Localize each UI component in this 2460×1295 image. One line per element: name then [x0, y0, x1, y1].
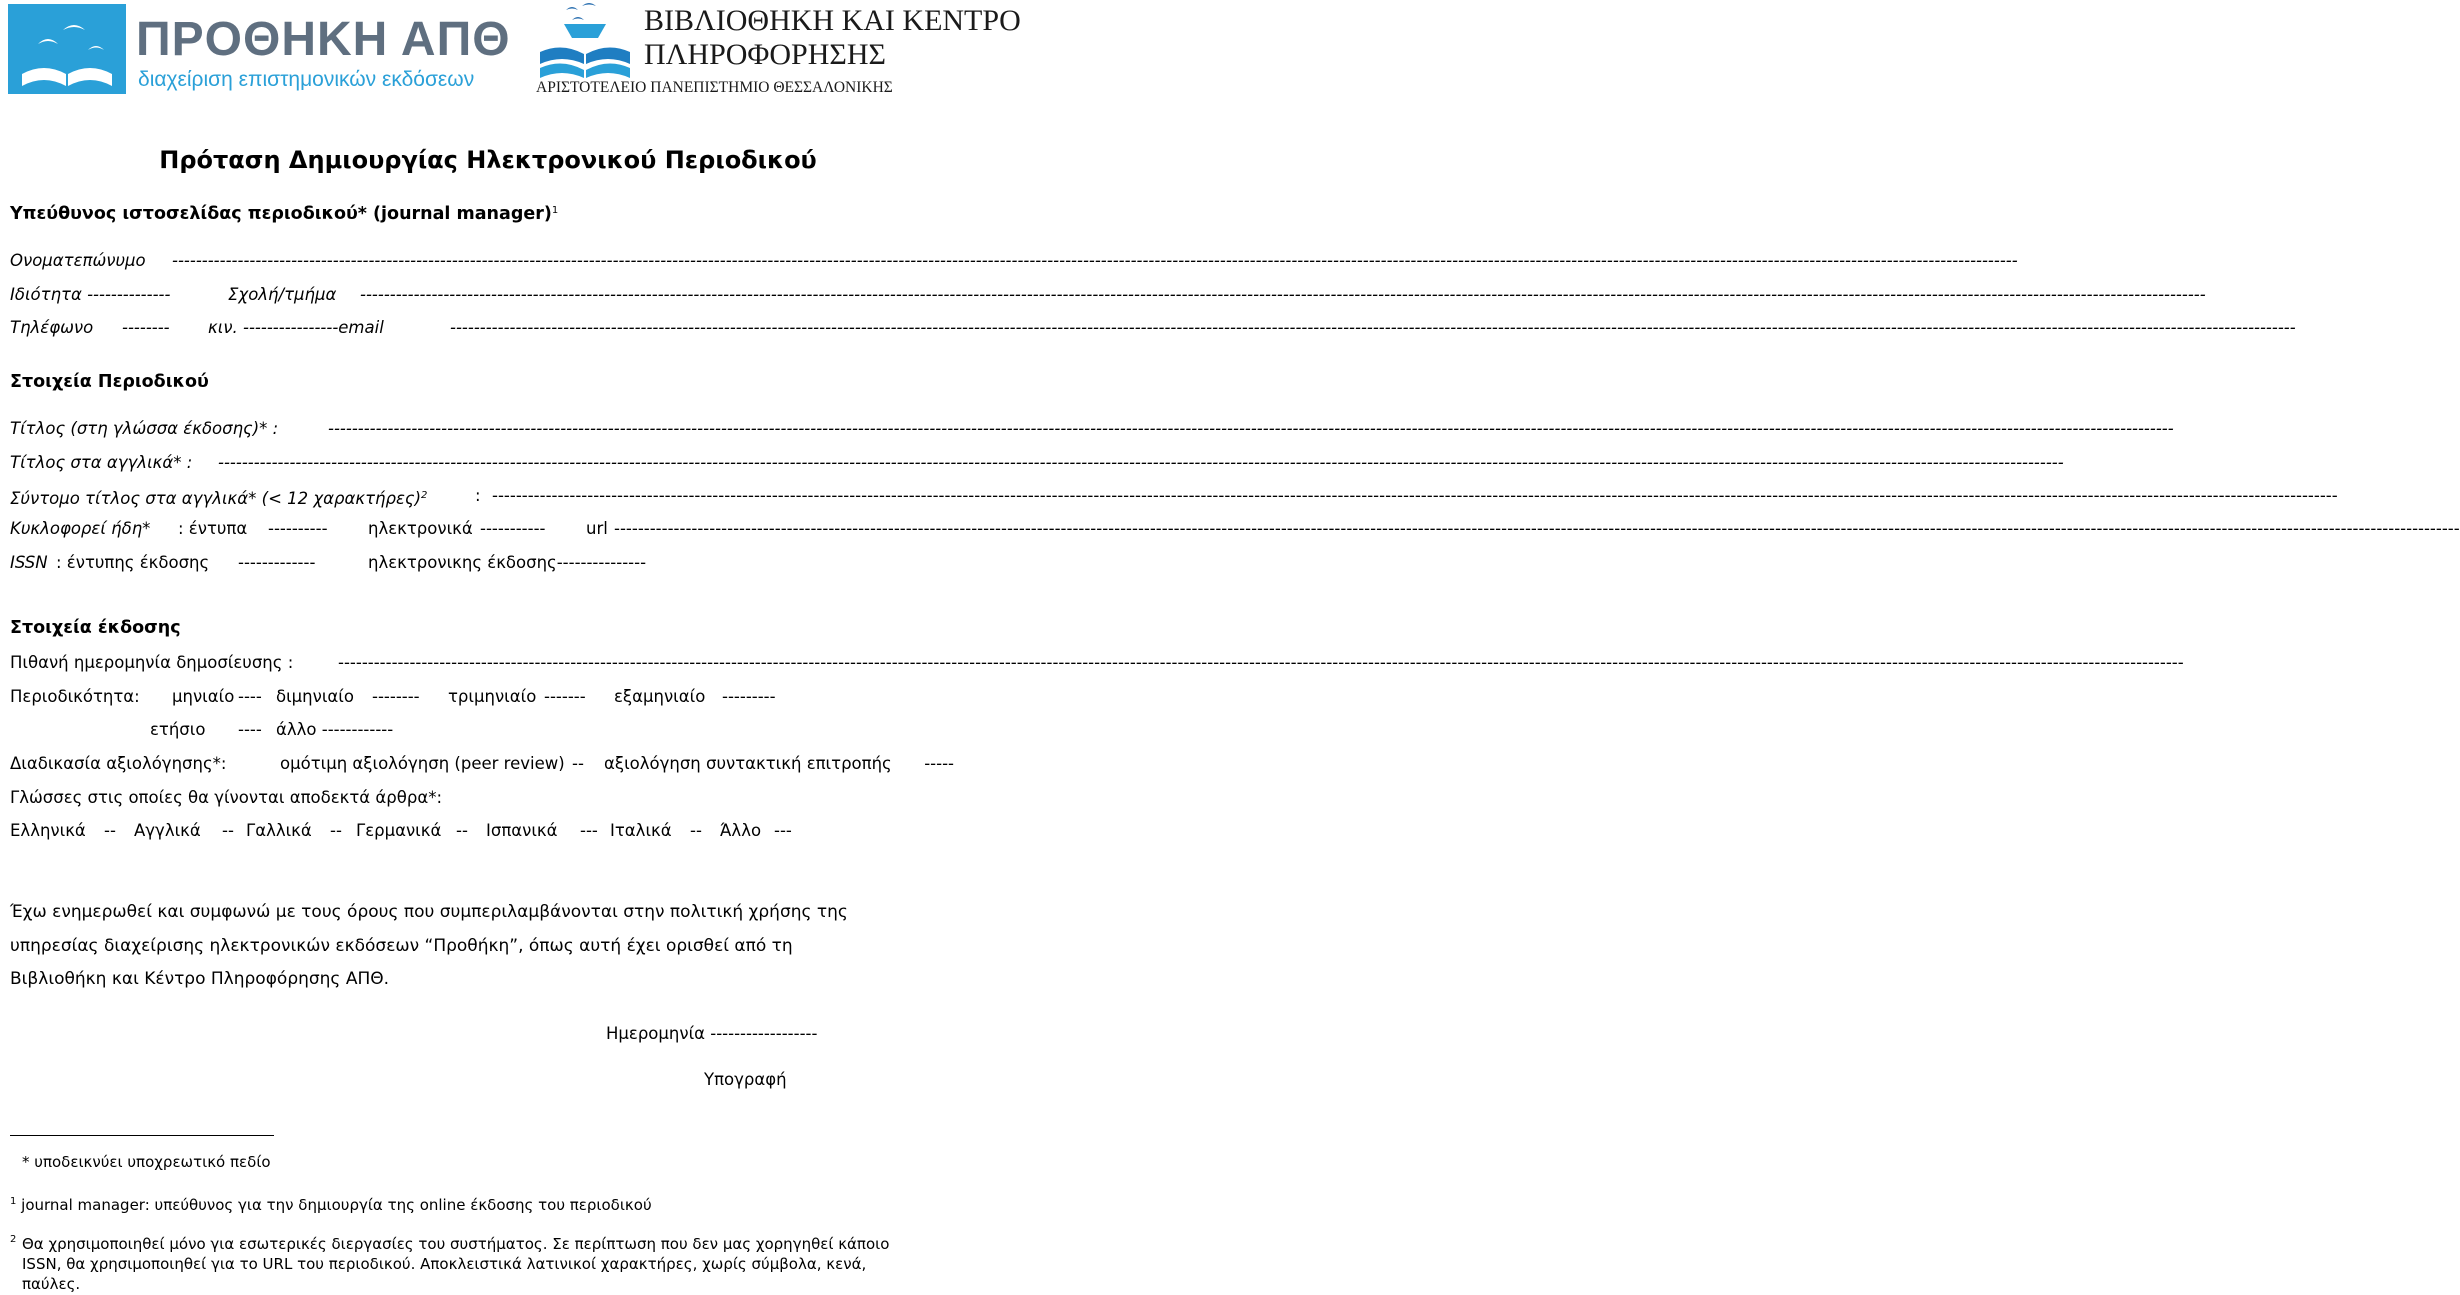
book-birds-icon	[8, 4, 126, 94]
lang-other: Άλλο	[720, 821, 762, 840]
frequency-field-2[interactable]	[10, 717, 956, 743]
role-label: Ιδιότητα --------------	[10, 285, 171, 304]
review-label: Διαδικασία αξιολόγησης*:	[10, 754, 227, 773]
circulation-print: : έντυπα	[178, 519, 248, 538]
issn-print: : έντυπης έκδοσης	[56, 553, 210, 572]
footnote-separator	[10, 1135, 274, 1136]
library-logo-line1: ΒΙΒΛΙΟΘΗΚΗ ΚΑΙ ΚΕΝΤΡΟ	[644, 4, 1021, 37]
review-peer-dash: --	[572, 754, 584, 773]
review-editorial: αξιολόγηση συντακτική επιτροπής	[604, 754, 892, 773]
name-label: Ονοματεπώνυμο	[10, 251, 146, 270]
languages-field[interactable]	[10, 818, 956, 844]
title-dash-line	[328, 416, 956, 442]
short-title-footnote-mark: 2	[421, 490, 428, 501]
frequency-bimonthly: διμηνιαίο	[276, 687, 354, 706]
title-label: Τίτλος (στη γλώσσα έκδοσης)* :	[10, 419, 279, 438]
manager-heading-footnote-mark: 1	[551, 205, 559, 216]
issn-label: ISSN	[10, 553, 48, 572]
frequency-field[interactable]	[10, 684, 956, 710]
prothiki-logo	[8, 4, 511, 98]
lang-english-dash: --	[222, 821, 234, 840]
short-title-label: Σύντομο τίτλος στα αγγλικά* (< 12 χαρακτήρες)	[10, 489, 422, 508]
frequency-semiannual-dash: ---------	[722, 687, 776, 706]
phone-dash: --------	[122, 318, 170, 337]
lang-english: Αγγλικά	[134, 821, 201, 840]
circulation-online: ηλεκτρονικά	[368, 519, 473, 538]
library-logo-line2: ΠΛΗΡΟΦΟΡΗΣΗΣ	[644, 38, 886, 71]
role-field[interactable]	[10, 282, 956, 308]
footnote-1	[10, 1192, 652, 1215]
publication-date-label: Πιθανή ημερομηνία δημοσίευσης :	[10, 653, 294, 672]
sign-date-field[interactable]: Ημερομηνία ------------------	[606, 1024, 818, 1043]
lang-french: Γαλλικά	[246, 821, 312, 840]
library-logo-line3: ΑΡΙΣΤΟΤΕΛΕΙΟ ΠΑΝΕΠΙΣΤΗΜΙΟ ΘΕΣΣΑΛΟΝΙΚΗΣ	[536, 79, 893, 96]
footnote-2-line-1: Θα χρησιμοποιηθεί μόνο για εσωτερικές διεργασίες του συστήματος. Σε περίπτωση που δεν μας χορηγηθεί κάποιο	[22, 1235, 890, 1253]
email-dash-line	[450, 315, 956, 341]
footnote-2-line-3: παύλες.	[22, 1275, 81, 1293]
lang-spanish: Ισπανικά	[486, 821, 558, 840]
frequency-annual-dash: ----	[238, 720, 262, 739]
lang-spanish-dash: ---	[580, 821, 598, 840]
manager-heading-text: Υπεύθυνος ιστοσελίδας περιοδικού* (journal manager)	[10, 204, 552, 224]
frequency-other: άλλο ------------	[276, 720, 394, 739]
name-field[interactable]	[10, 248, 956, 274]
lang-greek: Ελληνικά	[10, 821, 86, 840]
frequency-quarterly-dash: -------	[544, 687, 586, 706]
agreement-line-2: υπηρεσίας διαχείρισης ηλεκτρονικών εκδόσεων “Προθήκη”, όπως αυτή έχει ορισθεί από τη	[10, 936, 793, 956]
review-editorial-dash: -----	[924, 754, 954, 773]
journal-heading: Στοιχεία Περιοδικού	[10, 372, 209, 392]
mobile-email-label: κιν. ----------------email	[208, 318, 384, 337]
library-logo	[536, 2, 1021, 100]
frequency-semiannual: εξαμηνιαίο	[614, 687, 706, 706]
lang-other-dash: ---	[774, 821, 792, 840]
issn-print-dash: -------------	[238, 553, 316, 572]
publication-date-field[interactable]	[10, 650, 956, 676]
name-dash-line	[172, 248, 956, 274]
lang-italian: Ιταλικά	[610, 821, 672, 840]
contact-field[interactable]	[10, 315, 956, 341]
lang-italian-dash: --	[690, 821, 702, 840]
phone-label: Τηλέφωνο	[10, 318, 94, 337]
circulation-url-label: url	[586, 519, 608, 538]
footnote-2-line-2: ISSN, θα χρησιμοποιηθεί για το URL του περιοδικού. Αποκλειστικά λατινικοί χαρακτήρες, χωρίς σύμβολα, κενά,	[22, 1255, 867, 1273]
title-field[interactable]	[10, 416, 956, 442]
title-en-dash-line	[218, 450, 956, 476]
lang-german-dash: --	[456, 821, 468, 840]
frequency-bimonthly-dash: --------	[372, 687, 420, 706]
title-en-label: Τίτλος στα αγγλικά* :	[10, 453, 193, 472]
issn-field[interactable]	[10, 550, 956, 576]
circulation-print-dash: ----------	[268, 519, 328, 538]
footnote-required: * υποδεικνύει υποχρεωτικό πεδίο	[22, 1153, 271, 1171]
circulation-field[interactable]	[10, 516, 956, 542]
circulation-online-dash: -----------	[480, 519, 546, 538]
circulation-label: Κυκλοφορεί ήδη*	[10, 519, 151, 538]
footnote-1-mark: 1	[10, 1196, 17, 1207]
publication-date-dash-line	[338, 650, 956, 676]
frequency-monthly-dash: ----	[238, 687, 262, 706]
lang-french-dash: --	[330, 821, 342, 840]
agreement-line-3: Βιβλιοθήκη και Κέντρο Πληροφόρησης ΑΠΘ.	[10, 969, 390, 989]
review-field[interactable]	[10, 751, 956, 777]
title-en-field[interactable]	[10, 450, 956, 476]
short-title-dash-line	[492, 483, 956, 509]
short-title-field[interactable]	[10, 483, 956, 509]
frequency-label: Περιοδικότητα:	[10, 687, 140, 706]
signature-label: Υπογραφή	[704, 1070, 787, 1089]
frequency-annual: ετήσιο	[150, 720, 206, 739]
languages-label: Γλώσσες στις οποίες θα γίνονται αποδεκτά άρθρα*:	[10, 788, 443, 807]
agreement-line-1: Έχω ενημερωθεί και συμφωνώ με τους όρους που συμπεριλαμβάνονται στην πολιτική χρήσης της	[10, 902, 848, 922]
frequency-quarterly: τριμηνιαίο	[448, 687, 537, 706]
edition-heading: Στοιχεία έκδοσης	[10, 618, 181, 638]
circulation-url-dash-line	[614, 516, 956, 542]
manager-heading	[10, 204, 558, 224]
issn-online: ηλεκτρονικης έκδοσης---------------	[368, 553, 647, 572]
page-title: Πρόταση Δημιουργίας Ηλεκτρονικού Περιοδικού	[159, 146, 817, 174]
lang-german: Γερμανικά	[356, 821, 442, 840]
prothiki-logo-title: ΠΡΟΘΗΚΗ ΑΠΘ	[136, 13, 511, 66]
frequency-monthly: μηνιαίο	[172, 687, 235, 706]
school-dash-line	[360, 282, 956, 308]
lang-greek-dash: --	[104, 821, 116, 840]
footnote-2	[10, 1234, 956, 1294]
footnote-2-mark: 2	[10, 1234, 17, 1245]
short-title-colon: :	[475, 486, 481, 505]
school-label: Σχολή/τμήμα	[228, 285, 337, 304]
footnote-1-text: journal manager: υπεύθυνος για την δημιουργία της online έκδοσης του περιοδικού	[21, 1196, 652, 1214]
prothiki-logo-subtitle: διαχείριση επιστημονικών εκδόσεων	[138, 68, 475, 91]
review-peer: ομότιμη αξιολόγηση (peer review)	[280, 754, 565, 773]
